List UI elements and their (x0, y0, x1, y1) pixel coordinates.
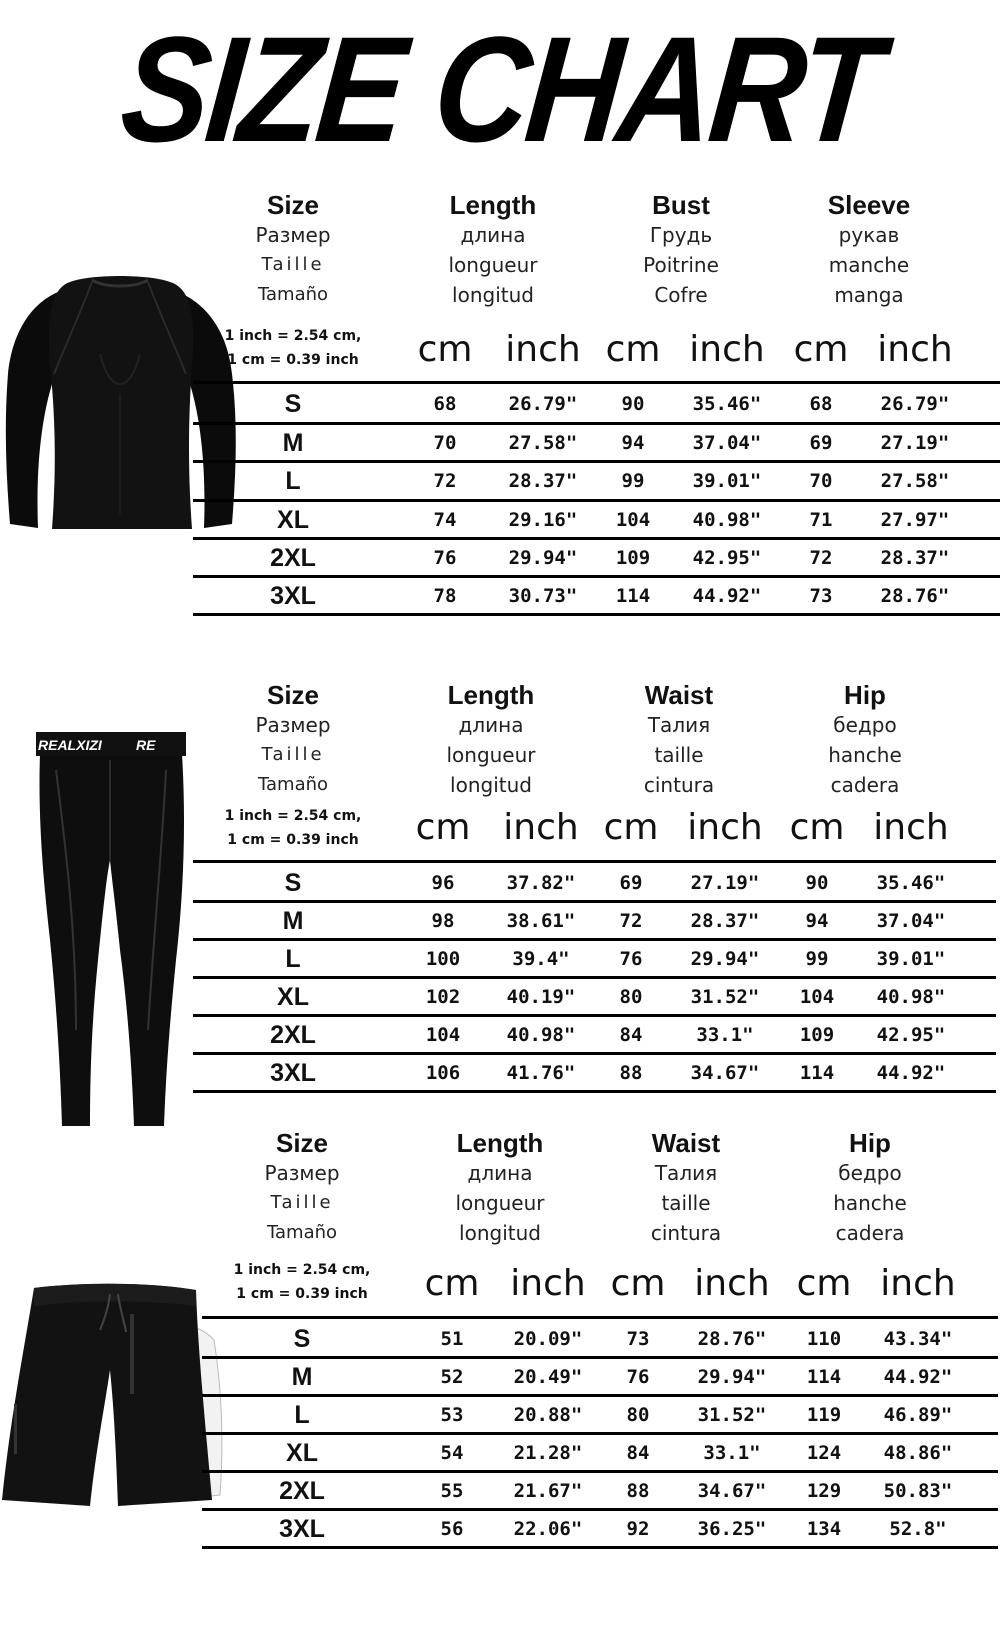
unit-inch: inch (873, 807, 949, 848)
table-row: L 100 39.4" 76 29.94" 99 39.01" (285, 945, 946, 973)
table-row: 2XL 104 40.98" 84 33.1" 109 42.95" (270, 1021, 946, 1049)
unit-cm: cm (610, 1263, 666, 1304)
shorts-size-section (0, 1128, 1000, 1626)
table-rule (193, 381, 1000, 384)
table-row: S 51 20.09" 73 28.76" 110 43.34" (293, 1325, 953, 1353)
table-rule (202, 1546, 998, 1549)
col-head-hip: Hip бедро hanche cadera (833, 1128, 907, 1245)
table-rule (202, 1316, 998, 1319)
table-row: 3XL 56 22.06" 92 36.25" 134 52.8" (279, 1515, 947, 1543)
col-head-length: Length длина longueur longitud (446, 680, 536, 797)
unit-cm: cm (793, 329, 849, 370)
leggings-size-section (0, 680, 1000, 1138)
unit-inch: inch (877, 329, 953, 370)
table-row: 3XL 106 41.76" 88 34.67" 114 44.92" (270, 1059, 946, 1087)
table-row: 3XL 78 30.73" 114 44.92" 73 28.76" (270, 582, 950, 610)
unit-inch: inch (687, 807, 763, 848)
unit-inch: inch (503, 807, 579, 848)
unit-cm: cm (603, 807, 659, 848)
shirt-size-section (0, 190, 1000, 640)
leggings-image (36, 730, 186, 1130)
table-rule (193, 1090, 996, 1093)
brand-text: REALXIZI (38, 737, 102, 753)
unit-cm: cm (796, 1263, 852, 1304)
conversion-note: 1 inch = 2.54 cm, 1 cm = 0.39 inch (224, 808, 362, 848)
col-head-size: Size Размер Taille Tamaño (255, 680, 331, 795)
table-row: M 70 27.58" 94 37.04" 69 27.19" (282, 429, 950, 457)
unit-inch: inch (505, 329, 581, 370)
table-row: XL 54 21.28" 84 33.1" 124 48.86" (286, 1439, 953, 1467)
table-row: M 52 20.49" 76 29.94" 114 44.92" (291, 1363, 953, 1391)
unit-inch: inch (689, 329, 765, 370)
table-row: XL 102 40.19" 80 31.52" 104 40.98" (277, 983, 946, 1011)
table-row: 2XL 55 21.67" 88 34.67" 129 50.83" (279, 1477, 953, 1505)
table-row: M 98 38.61" 72 28.37" 94 37.04" (282, 907, 946, 935)
unit-cm: cm (415, 807, 471, 848)
table-row: L 72 28.37" 99 39.01" 70 27.58" (285, 467, 950, 495)
table-row: XL 74 29.16" 104 40.98" 71 27.97" (277, 506, 950, 534)
unit-cm: cm (424, 1263, 480, 1304)
unit-inch: inch (694, 1263, 770, 1304)
table-row: S 68 26.79" 90 35.46" 68 26.79" (284, 390, 950, 418)
col-head-waist: Waist Талия taille cintura (643, 680, 715, 797)
unit-inch: inch (880, 1263, 956, 1304)
col-head-sleeve: Sleeve рукав manche manga (827, 190, 911, 307)
col-head-length: Length длина longueur longitud (448, 190, 538, 307)
table-row: 2XL 76 29.94" 109 42.95" 72 28.37" (270, 544, 950, 572)
col-head-hip: Hip бедро hanche cadera (828, 680, 902, 797)
col-head-bust: Bust Грудь Poitrine Cofre (643, 190, 719, 307)
conversion-note: 1 inch = 2.54 cm, 1 cm = 0.39 inch (224, 328, 362, 368)
table-rule (193, 613, 1000, 616)
page-title: SIZE CHART (115, 5, 885, 173)
unit-cm: cm (789, 807, 845, 848)
unit-inch: inch (510, 1263, 586, 1304)
col-head-size: Size Размер Taille Tamaño (255, 190, 331, 305)
conversion-note: 1 inch = 2.54 cm, 1 cm = 0.39 inch (233, 1262, 371, 1302)
unit-cm: cm (417, 329, 473, 370)
col-head-size: Size Размер Taille Tamaño (264, 1128, 340, 1243)
svg-text:RE: RE (136, 737, 156, 753)
col-head-length: Length длина longueur longitud (455, 1128, 545, 1245)
col-head-waist: Waist Талия taille cintura (650, 1128, 722, 1245)
table-row: S 96 37.82" 69 27.19" 90 35.46" (284, 869, 946, 897)
table-row: L 53 20.88" 80 31.52" 119 46.89" (294, 1401, 953, 1429)
table-rule (193, 860, 996, 863)
shorts-image (0, 1280, 228, 1510)
unit-cm: cm (605, 329, 661, 370)
